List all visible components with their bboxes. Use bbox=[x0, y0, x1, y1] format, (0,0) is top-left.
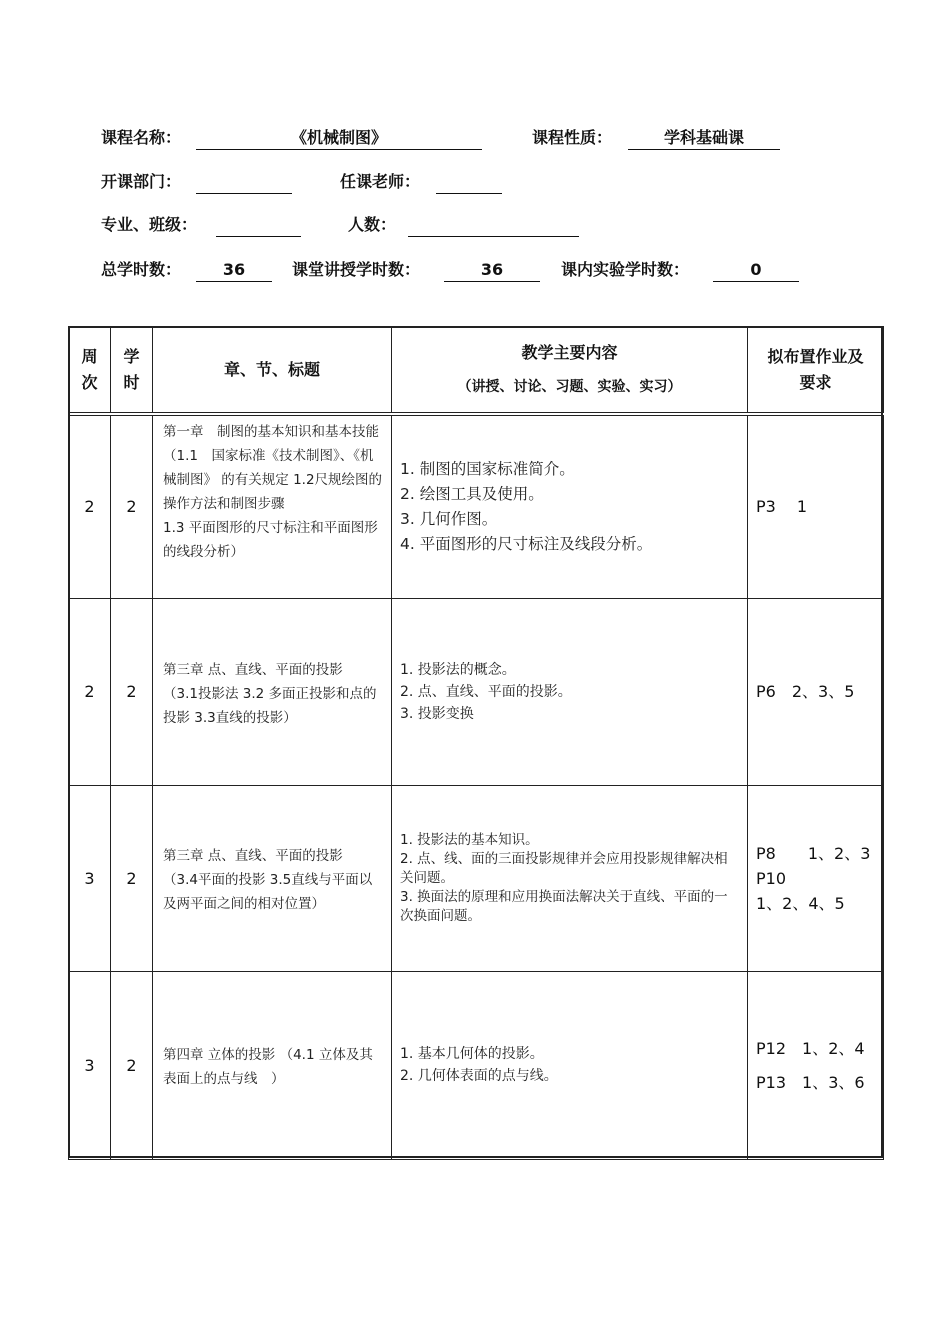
homework-cell bbox=[748, 971, 884, 1159]
teacher-value bbox=[436, 171, 502, 194]
course-name-label: 课程名称： bbox=[101, 128, 182, 147]
content-item: 2. 绘图工具及使用。 bbox=[400, 484, 544, 503]
table-row bbox=[69, 785, 884, 971]
course-nature-value: 学科基础课 bbox=[628, 127, 780, 150]
teacher-label: 任课老师： bbox=[340, 172, 421, 191]
lab-hours-label: 课内实验学时数： bbox=[561, 260, 690, 279]
col-content-title: 教学主要内容 bbox=[521, 342, 618, 362]
course-name-value: 《机械制图》 bbox=[196, 127, 482, 150]
content-cell bbox=[392, 785, 748, 971]
homework-cell bbox=[748, 414, 884, 598]
chapter-line: （1.1 国家标准《技术制图》、《机械制图》 的有关规定 1.2尺规绘图的操作方法和制图步骤 bbox=[163, 448, 383, 512]
hours-cell: 2 bbox=[111, 598, 153, 785]
content-item: 3. 换面法的原理和应用换面法解决关于直线、平面的一次换面问题。 bbox=[400, 888, 728, 924]
count-label: 人数： bbox=[348, 215, 397, 234]
hours-cell: 2 bbox=[111, 971, 153, 1159]
chapter-cell bbox=[153, 785, 392, 971]
lab-hours-value: 0 bbox=[713, 259, 799, 282]
col-chapter-header: 章、节、标题 bbox=[153, 327, 392, 415]
chapter-line: 第三章 点、直线、平面的投影 （3.4平面的投影 3.5直线与平面以及两平面之间的相对位置） bbox=[163, 848, 373, 912]
total-hours-label: 总学时数： bbox=[101, 260, 182, 279]
col-hours-header: 学时 bbox=[111, 327, 153, 415]
table-header-row bbox=[69, 327, 884, 415]
table-row bbox=[69, 414, 884, 598]
homework-item: P3 1 bbox=[756, 497, 808, 517]
content-item: 3. 投影变换 bbox=[400, 705, 474, 722]
content-cell bbox=[392, 598, 748, 785]
week-cell: 3 bbox=[69, 785, 111, 971]
content-item: 2. 点、线、面的三面投影规律并会应用投影规律解决相关问题。 bbox=[400, 850, 728, 886]
homework-item: P10 bbox=[756, 868, 787, 888]
col-week-header: 周次 bbox=[69, 327, 111, 415]
homework-item: P6 2、3、5 bbox=[756, 682, 855, 701]
homework-cell bbox=[748, 598, 884, 785]
lecture-hours-value: 36 bbox=[444, 259, 540, 282]
chapter-line: 第一章 制图的基本知识和基本技能 bbox=[163, 424, 379, 440]
col-content-subtitle: （讲授、讨论、习题、实验、实习） bbox=[457, 378, 682, 395]
chapter-cell bbox=[153, 414, 392, 598]
major-class-label: 专业、班级： bbox=[101, 215, 198, 234]
major-class-value bbox=[216, 214, 301, 237]
lecture-hours-label: 课堂讲授学时数： bbox=[292, 260, 421, 279]
content-item: 4. 平面图形的尺寸标注及线段分析。 bbox=[400, 534, 653, 553]
homework-item: P8 1、2、3 bbox=[756, 843, 871, 863]
content-item: 3. 几何作图。 bbox=[400, 509, 498, 528]
department-label: 开课部门： bbox=[101, 172, 182, 191]
hours-cell: 2 bbox=[111, 414, 153, 598]
week-cell: 2 bbox=[69, 598, 111, 785]
content-item: 1. 投影法的概念。 bbox=[400, 661, 516, 678]
chapter-cell bbox=[153, 598, 392, 785]
total-hours-value: 36 bbox=[196, 259, 272, 282]
content-item: 2. 几何体表面的点与线。 bbox=[400, 1068, 558, 1084]
homework-item: P13 1、3、6 bbox=[756, 1072, 865, 1092]
col-content-header bbox=[392, 327, 748, 415]
content-cell bbox=[392, 971, 748, 1159]
chapter-line: 1.3 平面图形的尺寸标注和平面图形的线段分析） bbox=[163, 520, 378, 560]
col-homework-header: 拟布置作业及要求 bbox=[748, 327, 884, 415]
course-header bbox=[0, 0, 950, 300]
content-item: 2. 点、直线、平面的投影。 bbox=[400, 683, 572, 700]
hours-cell: 2 bbox=[111, 785, 153, 971]
content-item: 1. 投影法的基本知识。 bbox=[400, 831, 539, 848]
week-cell: 2 bbox=[69, 414, 111, 598]
homework-item: 1、2、4、5 bbox=[756, 893, 845, 913]
table-row bbox=[69, 971, 884, 1159]
content-item: 1. 制图的国家标准简介。 bbox=[400, 459, 575, 478]
content-cell bbox=[392, 414, 748, 598]
homework-item: P12 1、2、4 bbox=[756, 1038, 865, 1058]
chapter-cell bbox=[153, 971, 392, 1159]
week-cell: 3 bbox=[69, 971, 111, 1159]
chapter-line: 第四章 立体的投影 （4.1 立体及其表面上的点与线 ） bbox=[163, 1047, 373, 1087]
schedule-table bbox=[68, 326, 884, 1160]
course-nature-label: 课程性质： bbox=[532, 128, 613, 147]
content-item: 1. 基本几何体的投影。 bbox=[400, 1046, 544, 1062]
homework-cell bbox=[748, 785, 884, 971]
department-value bbox=[196, 171, 292, 194]
chapter-line: 第三章 点、直线、平面的投影 （3.1投影法 3.2 多面正投影和点的投影 3.3直线的投影） bbox=[163, 661, 377, 726]
count-value bbox=[408, 214, 579, 237]
table-row bbox=[69, 598, 884, 785]
